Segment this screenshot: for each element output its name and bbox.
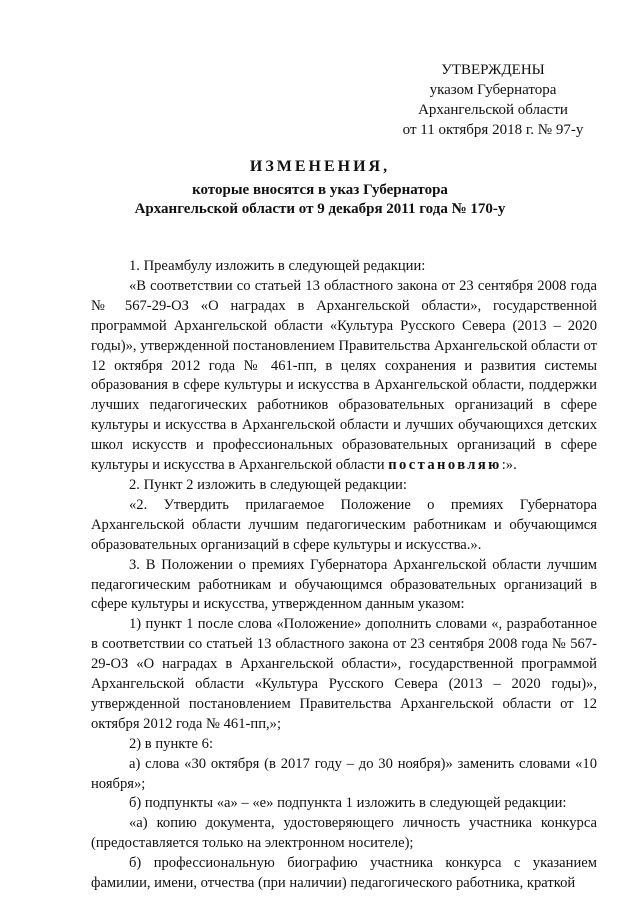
approval-line-decree: указом Губернатора: [429, 82, 557, 98]
document-title: ИЗМЕНЕНИЯ,: [249, 158, 391, 175]
document-subtitle-line2: Архангельской области от 9 декабря 2011 года № 170-у: [134, 201, 506, 217]
paragraph-subitem-2a: а) слова «30 октября (в 2017 году – до 30 ноября)» заменить словами «10 ноября»;: [91, 755, 597, 792]
paragraph-subitem-b-text: б) профессиональную биографию участника конкурса с указанием фамилии, имени, отчества (при наличии) педагогического работника, краткой: [91, 855, 597, 892]
paragraph-subitem-1: 1) пункт 1 после слова «Положение» дополнить словами «, разработанное в соответствии со статьей 13 областного закона от 23 сентября 2008 года № 567-29-ОЗ «О наградах в Архангельской области», государственной программой Архангельской области «Культура Русского Севера (2013 – 2020 годы)», утвержденной постановлением Правительства Архангельской области от 12 октября 2012 года № 461-пп,»;: [91, 616, 597, 732]
paragraph-preamble-text: [91, 277, 597, 476]
preamble-ending: :».: [501, 457, 517, 474]
paragraph-item-1: 1. Преамбулу изложить в следующей редакции:: [129, 258, 426, 274]
approval-line-date: от 11 октября 2018 г. № 97-у: [402, 122, 584, 138]
document-body: [91, 257, 597, 894]
document-subtitle-line1: которые вносятся в указ Губернатора: [192, 182, 448, 198]
paragraph-item-2-text: «2. Утвердить прилагаемое Положение о премиях Губернатора Архангельской области лучшим педагогическим работникам и обучающимся образовательных организаций в сфере культуры и искусства.».: [91, 496, 597, 553]
approval-stamp: [380, 60, 606, 140]
paragraph-subitem-a-text: «а) копию документа, удостоверяющего личность участника конкурса (предоставляется только на электронном носителе);: [91, 815, 597, 852]
approval-line-region: Архангельской области: [418, 102, 568, 118]
approval-line-approved: УТВЕРЖДЕНЫ: [441, 62, 545, 78]
preamble-main-text: «В соответствии со статьей 13 областного закона от 23 сентября 2008 года № 567-29-ОЗ «О наградах в Архангельской области», государственной программой Архангельской области «Культура Русского Севера (2013 – 2020 годы)», утвержденной постановлением Правительства Архангельской области от 12 октября 2012 года № 461-пп, в целях сохранения и развития системы образования в сфере культуры и искусства в Архангельской области, поддержки лучших педагогических работников образовательных организаций в сфере культуры и искусства в Архангельской области и лучших обучающихся детских школ искусств и профессиональных образовательных организаций в сфере культуры и искусства в Архангельской области: [91, 277, 597, 474]
paragraph-item-2: 2. Пункт 2 изложить в следующей редакции:: [129, 476, 407, 493]
paragraph-item-3: 3. В Положении о премиях Губернатора Архангельской области лучшим педагогическим работникам и обучающимся образовательных организаций в сфере культуры и искусства, утвержденном данным указом:: [91, 556, 597, 613]
paragraph-subitem-2b: б) подпункты «а» – «е» подпункта 1 изложить в следующей редакции:: [129, 795, 567, 812]
preamble-decree-word: постановляю: [388, 457, 502, 474]
paragraph-subitem-2: 2) в пункте 6:: [129, 735, 214, 752]
